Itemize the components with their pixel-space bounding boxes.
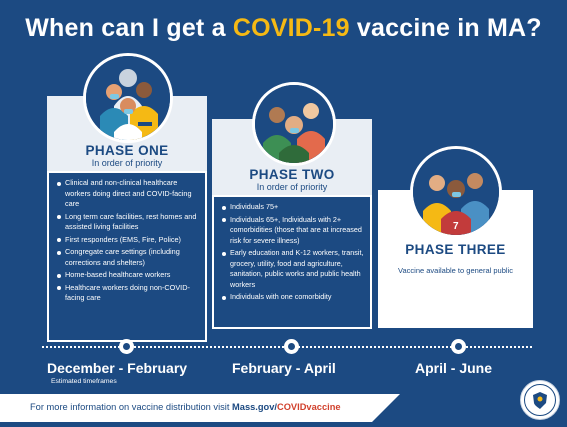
- people-icon: [86, 56, 170, 140]
- timeline-node: [119, 339, 134, 354]
- timeline-date-phase-three: April - June: [415, 360, 493, 376]
- footer-text: [30, 402, 341, 412]
- list-item: Congregate care settings (including corrections and shelters): [55, 247, 201, 268]
- list-item: Individuals 75+: [220, 202, 366, 213]
- phase-one-header: [47, 143, 207, 169]
- phase-two-header: [212, 167, 372, 193]
- list-item: First responders (EMS, Fire, Police): [55, 235, 201, 246]
- title-prefix: When can I get a: [25, 14, 233, 42]
- footer-link-domain[interactable]: Mass.gov/: [232, 402, 277, 412]
- list-item: Clinical and non-clinical healthcare workers doing direct and COVID-facing care: [55, 178, 201, 210]
- phase-one-list: [55, 178, 201, 306]
- footer-label: For more information on vaccine distribution visit: [30, 402, 233, 412]
- title-suffix: vaccine in MA?: [349, 14, 542, 42]
- phase-two-title: PHASE TWO: [249, 167, 335, 182]
- people-icon: [255, 85, 333, 163]
- state-seal-icon: [520, 380, 560, 420]
- phase-one-subtitle: In order of priority: [47, 158, 207, 169]
- title-highlight: COVID-19: [232, 14, 350, 42]
- footer-link-path[interactable]: COVIDvaccine: [276, 402, 341, 412]
- shield-icon: [530, 390, 550, 410]
- list-item: Healthcare workers doing non-COVID-facing care: [55, 283, 201, 304]
- timeline-date-phase-one: December - February: [47, 360, 188, 376]
- timeline-node: [451, 339, 466, 354]
- phase-one-panel: [47, 171, 207, 342]
- timeframe-note: Estimated timeframes: [51, 378, 117, 385]
- essential-workers-illustration: [252, 82, 336, 166]
- list-item: Individuals with one comorbidity: [220, 292, 366, 303]
- svg-text:7: 7: [453, 221, 459, 232]
- phase-two-list: [220, 202, 366, 305]
- phase-two-panel: [212, 195, 372, 329]
- list-item: Home-based healthcare workers: [55, 270, 201, 281]
- general-public-illustration: [410, 146, 502, 238]
- healthcare-workers-illustration: [83, 53, 173, 143]
- timeline-node: [284, 339, 299, 354]
- people-icon: [413, 149, 499, 235]
- phase-three-description: Vaccine available to general public: [398, 266, 513, 275]
- page-title: [0, 14, 567, 43]
- timeline-date-phase-two: February - April: [232, 360, 336, 376]
- phase-two-subtitle: In order of priority: [212, 182, 372, 193]
- list-item: Long term care facilities, rest homes and assisted living facilities: [55, 212, 201, 233]
- phase-three-title: PHASE THREE: [405, 242, 506, 257]
- list-item: Early education and K-12 workers, transit, grocery, utility, food and agriculture, sanitation, public works and public health workers: [220, 248, 366, 290]
- phase-one-title: PHASE ONE: [85, 143, 169, 158]
- list-item: Individuals 65+, Individuals with 2+ comorbidities (those that are at increased risk for severe illness): [220, 215, 366, 247]
